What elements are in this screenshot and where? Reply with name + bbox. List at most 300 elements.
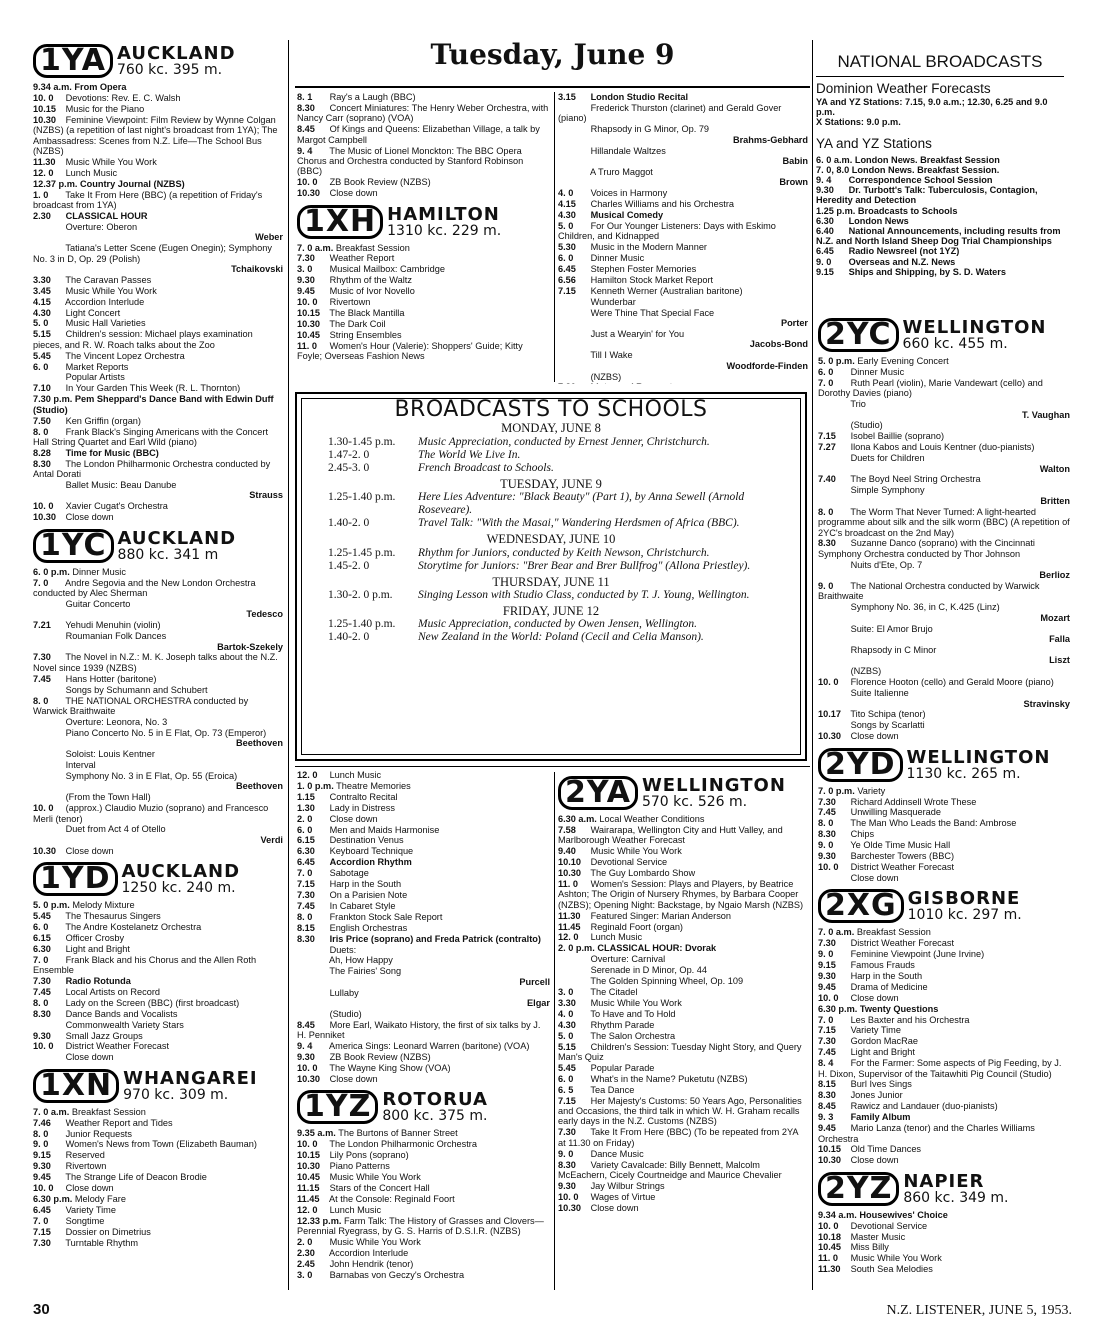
program-title: Barnabas von Geczy's Orchestra xyxy=(329,1269,465,1280)
national-time: 9.30 xyxy=(816,185,834,196)
program-entry xyxy=(297,177,550,187)
program-entry xyxy=(818,442,1070,452)
station-frequency: 800 kc. 375 m. xyxy=(382,1108,488,1125)
program-time: 9.15 xyxy=(818,960,836,970)
program-time: 7.46 xyxy=(33,1117,51,1128)
program-title: The Guy Lombardo Show xyxy=(590,868,696,879)
program-entry xyxy=(33,318,283,328)
program-entry xyxy=(33,168,283,178)
program-time: 4. 0 xyxy=(558,1008,574,1019)
program-time: 4.15 xyxy=(558,199,576,210)
program-time: 10. 0 xyxy=(297,1139,318,1150)
program-time: 7.30 p.m. xyxy=(33,394,73,405)
program-time: 4.15 xyxy=(33,296,51,307)
program-entry xyxy=(558,943,808,953)
program-title: Barchester Towers (BBC) xyxy=(850,851,955,862)
program-title: The Man Who Leads the Band: Ambrose xyxy=(850,818,1017,829)
program-title: District Weather Forecast xyxy=(65,1041,170,1052)
program-time: 10.15 xyxy=(818,1144,841,1155)
program-title: Featured Singer: Marian Anderson xyxy=(590,910,732,921)
program-title: Junior Requests xyxy=(65,1128,132,1139)
program-entry xyxy=(297,253,550,263)
program-title: Close down xyxy=(850,731,899,742)
station-header xyxy=(33,44,283,78)
program-time: 8. 0 xyxy=(33,695,49,706)
national-time: 6. 0 a.m. xyxy=(816,154,853,165)
program-time: 9.30 xyxy=(297,1052,315,1063)
schools-line xyxy=(328,462,786,475)
schools-desc: French Broadcast to Schools. xyxy=(418,461,554,474)
program-time: 11.30 xyxy=(558,910,581,921)
program-entry xyxy=(33,620,283,630)
schools-day: THURSDAY, JUNE 11 xyxy=(492,574,610,589)
program-entry xyxy=(297,319,550,329)
program-title: Overture: Carnival xyxy=(590,954,666,965)
program-title: English Orchestras xyxy=(329,922,408,933)
program-title: Old Time Dances xyxy=(850,1144,922,1155)
program-entry xyxy=(33,222,283,243)
weather-heading: Dominion Weather Forecasts xyxy=(816,81,991,96)
program-entry xyxy=(558,1181,808,1191)
program-entry xyxy=(297,341,550,362)
section-rule xyxy=(295,766,810,767)
program-entry xyxy=(297,275,550,285)
program-title: Popular Parade xyxy=(590,1062,655,1073)
station-name-block xyxy=(903,1170,1009,1206)
column-3-bottom xyxy=(558,770,808,1290)
program-title: Close down xyxy=(590,1202,639,1213)
program-title: The Citadel xyxy=(590,987,638,997)
program-title: Chips xyxy=(850,829,875,840)
program-composer: Beethoven xyxy=(236,738,283,749)
program-entry xyxy=(297,1237,550,1247)
station-name-block xyxy=(123,1067,258,1103)
program-entry xyxy=(818,993,1070,1003)
station-header xyxy=(818,318,1070,352)
program-time: 2. 0 xyxy=(297,813,313,824)
program-entry xyxy=(33,567,283,577)
program-time: 10. 0 xyxy=(818,677,839,688)
program-title: Light and Bright xyxy=(65,943,130,954)
station-2yd xyxy=(818,748,1070,884)
program-title: Master Music xyxy=(850,1231,906,1242)
program-time: 2. 0 p.m. xyxy=(558,943,595,954)
program-title: Miss Billy xyxy=(850,1242,889,1253)
program-title: Lunch Music xyxy=(65,167,118,178)
program-time: 12.33 p.m. xyxy=(297,1215,342,1226)
program-time: 10. 0 xyxy=(558,1191,579,1202)
program-title: Dinner Music xyxy=(72,566,126,577)
program-entry xyxy=(33,998,283,1008)
program-title: Children's Session: Tuesday Night Story, and Query Man's Quiz xyxy=(558,1041,802,1062)
column-rule xyxy=(554,92,555,382)
program-title: Rhapsody in G Minor, Op. 79 xyxy=(590,124,710,135)
program-title: More Earl, Waikato History, the first of six talks by J. H. Penniket xyxy=(297,1019,541,1041)
program-time: 7.30 xyxy=(297,889,315,900)
program-title: Concert Miniatures: The Henry Weber Orchestra, with Nancy Carr (soprano) (VOA) xyxy=(297,102,549,124)
station-city: WHANGAREI xyxy=(123,1067,258,1089)
program-time: 7.40 xyxy=(818,474,836,485)
program-time: 7. 0 xyxy=(33,954,49,965)
station-frequency: 860 kc. 349 m. xyxy=(903,1189,1009,1206)
program-title: Close down xyxy=(65,845,114,856)
station-frequency: 1130 kc. 265 m. xyxy=(906,765,1021,782)
program-title: Symphony No. 36, in C, K.425 (Linz) xyxy=(850,602,1000,613)
program-entry xyxy=(297,923,550,933)
program-title: Harp in the South xyxy=(329,879,402,890)
program-title: Hamilton Stock Market Report xyxy=(590,274,714,285)
program-time: 7.30 xyxy=(818,938,836,949)
program-time: 8. 0 xyxy=(33,997,49,1008)
program-time: 5. 0 xyxy=(33,318,49,329)
program-composer: Tedesco xyxy=(246,609,283,620)
program-composer: Porter xyxy=(780,318,808,329)
station-header xyxy=(558,776,808,810)
station-city: AUCKLAND xyxy=(117,527,237,549)
program-entry xyxy=(33,911,283,921)
program-entry xyxy=(297,1216,550,1237)
program-time: 7.45 xyxy=(33,673,51,684)
program-time: 10. 0 xyxy=(33,501,54,512)
program-entry xyxy=(33,480,283,501)
program-time: 11. 0 xyxy=(297,340,317,351)
program-entry xyxy=(818,538,1070,559)
program-title: Gordon MacRae xyxy=(850,1036,918,1047)
program-entry xyxy=(818,1058,1070,1079)
program-entry xyxy=(818,971,1070,981)
program-time: 10.30 xyxy=(297,1073,320,1084)
program-entry xyxy=(818,840,1070,850)
program-entry xyxy=(33,803,283,824)
program-entry xyxy=(33,1227,283,1237)
program-time: 12. 0 xyxy=(297,1204,318,1215)
program-entry xyxy=(818,1155,1070,1165)
program-entry xyxy=(297,814,550,824)
program-entry xyxy=(297,1128,550,1138)
program-title: Children's session: Michael plays examination pieces, and R. W. Roach talks about the Zoo xyxy=(33,329,253,350)
program-entry xyxy=(33,1139,283,1149)
station-1yd xyxy=(33,862,283,1063)
program-entry xyxy=(558,1160,808,1181)
station-city: WELLINGTON xyxy=(641,775,786,796)
national-time: 9. 0 xyxy=(816,256,832,267)
program-entry xyxy=(558,954,808,964)
program-time: 11. 0 xyxy=(818,1253,838,1264)
station-frequency: 970 kc. 309 m. xyxy=(123,1086,229,1103)
program-title: To Have and To Hold xyxy=(590,1008,676,1019)
program-title: Dossier on Dimetrius xyxy=(65,1226,151,1237)
program-time: 7. 0 a.m. xyxy=(818,927,855,938)
program-entry xyxy=(33,1107,283,1117)
schools-time: 1.25-1.40 p.m. xyxy=(328,618,396,631)
program-composer: Verdi xyxy=(260,834,283,845)
program-title: Take It From Here (BBC) (To be repeated from 2YA at 11.30 on Friday) xyxy=(558,1127,799,1148)
program-title: Lunch Music xyxy=(329,770,382,780)
program-time: 10.30 xyxy=(33,114,56,125)
station-frequency: 1010 kc. 297 m. xyxy=(907,907,1022,924)
program-title: Richard Addinsell Wrote These xyxy=(850,796,977,807)
program-time: 6.15 xyxy=(33,932,51,943)
program-title: London Studio Recital xyxy=(590,92,689,102)
program-entry xyxy=(33,243,283,274)
program-title: Women's News from Town (Elizabeth Bauman) xyxy=(65,1139,257,1150)
program-entry xyxy=(297,868,550,878)
station-header xyxy=(33,529,283,563)
schools-desc: Travel Talk: "With the Masai," Wandering Herdsmen of Africa (BBC). xyxy=(418,517,740,530)
program-entry xyxy=(558,264,808,274)
program-title: Roumanian Folk Dances xyxy=(65,631,167,642)
program-entry xyxy=(33,1161,283,1171)
program-title: Her Majesty's Customs: 50 Years Ago, Personalities and Occasions, the third talk in which W. H. Graham recalls early days in the N.Z. Customs (NZBS) xyxy=(558,1095,802,1127)
program-time: 9.30 xyxy=(818,851,836,862)
program-time: 10.30 xyxy=(33,845,56,856)
program-time: 7.15 xyxy=(33,1226,51,1237)
program-title: Tito Schipa (tenor) xyxy=(850,709,926,720)
program-time: 9.30 xyxy=(818,970,836,981)
program-time: 9.30 xyxy=(297,275,315,286)
program-title: Wunderbar xyxy=(590,296,636,307)
program-entry xyxy=(297,1161,550,1171)
national-time: 6.40 xyxy=(816,226,834,237)
program-title: Rivertown xyxy=(329,297,371,308)
program-title: (NZBS) xyxy=(850,666,882,677)
program-title: For Our Younger Listeners: Days with Eskimo Children, and Kidnapped xyxy=(558,220,776,242)
program-block xyxy=(297,770,550,1084)
program-title: Local Artists on Record xyxy=(65,986,161,997)
program-entry xyxy=(33,179,283,189)
program-title: Nuits d'Ete, Op. 7 xyxy=(850,559,923,570)
program-title: Feminine Viewpoint (June Irvine) xyxy=(850,949,985,960)
schools-day: MONDAY, JUNE 8 xyxy=(501,421,601,436)
program-time: 9. 0 xyxy=(558,1148,574,1159)
program-time: 4.30 xyxy=(558,209,576,220)
schools-line xyxy=(328,560,786,573)
program-entry xyxy=(558,221,808,242)
station-1xh xyxy=(297,205,550,362)
schools-time: 1.30-1.45 p.m. xyxy=(328,435,396,448)
program-title: Music While You Work xyxy=(65,285,157,296)
program-time: 10.45 xyxy=(818,1242,841,1253)
schools-line xyxy=(328,517,786,530)
program-entry xyxy=(558,1031,808,1041)
program-title: The Caravan Passes xyxy=(65,274,152,285)
program-title: District Weather Forecast xyxy=(850,938,955,949)
program-title: Farm Talk: The History of Grasses and Clovers—Perennial Ryegrass, by G. S. Harris of D.S.I.R. (NZBS) xyxy=(297,1215,544,1236)
program-composer: Strauss xyxy=(249,490,283,501)
program-title: Music Hall Varieties xyxy=(65,318,146,329)
program-entry xyxy=(558,1203,808,1213)
program-time: 7.30 xyxy=(297,253,315,264)
program-entry xyxy=(33,1052,283,1062)
program-entry xyxy=(33,1216,283,1226)
program-entry xyxy=(33,578,283,599)
program-entry xyxy=(818,356,1070,366)
program-entry xyxy=(33,93,283,103)
program-time: 8.30 xyxy=(297,102,315,113)
program-time: 7.21 xyxy=(33,620,51,631)
program-time: 7. 0 xyxy=(297,868,313,879)
program-title: Variety Time xyxy=(850,1025,901,1036)
schools-desc: The World We Live In. xyxy=(418,448,521,461)
program-entry xyxy=(558,329,808,350)
program-title: (From the Town Hall) xyxy=(65,792,151,803)
program-time: 10.45 xyxy=(297,1171,320,1182)
program-composer: Stravinsky xyxy=(1023,698,1070,709)
column-1 xyxy=(33,38,283,1300)
program-entry xyxy=(818,1144,1070,1154)
program-block xyxy=(297,92,550,199)
program-entry xyxy=(297,286,550,296)
program-entry xyxy=(33,824,283,845)
program-time: 8.30 xyxy=(297,933,315,944)
program-title: The National Orchestra conducted by Warwick Braithwaite xyxy=(818,581,1040,602)
program-title: Harp in the South xyxy=(850,970,923,981)
schools-time: 1.45-2. 0 xyxy=(328,559,370,572)
program-time: 8.28 xyxy=(33,447,51,458)
program-time: 7.45 xyxy=(818,807,836,818)
station-1ya xyxy=(33,44,283,523)
program-title: Yehudi Menuhin (violin) xyxy=(65,620,161,631)
program-time: 8.30 xyxy=(33,458,51,469)
program-title: Interval xyxy=(65,759,96,770)
program-entry xyxy=(297,1009,550,1019)
schools-desc: Music Appreciation, conducted by Owen Jensen, Wellington. xyxy=(418,618,698,631)
station-header xyxy=(33,862,283,896)
program-title: Mario Lanza (tenor) and the Charles Williams Orchestra xyxy=(818,1123,1035,1144)
program-composer: Mozart xyxy=(1040,612,1070,623)
program-time: 10.30 xyxy=(297,318,320,329)
program-entry xyxy=(297,1259,550,1269)
program-time: 10. 0 xyxy=(297,177,318,188)
program-entry xyxy=(33,1150,283,1160)
column-rule xyxy=(554,772,555,1290)
program-time: 10. 0 xyxy=(33,92,54,103)
program-entry xyxy=(558,103,808,124)
program-entry xyxy=(297,1074,550,1084)
schools-line xyxy=(328,491,786,517)
program-time: 7. 0 xyxy=(818,1014,834,1025)
program-entry xyxy=(33,427,283,448)
national-entry xyxy=(816,165,1064,175)
call-sign: 1YA xyxy=(33,44,113,78)
program-entry xyxy=(297,1150,550,1160)
program-time: 10.30 xyxy=(33,512,56,523)
program-title: Symphony No. 3 in E Flat, Op. 55 (Eroica) xyxy=(65,770,238,781)
program-time: 8.15 xyxy=(818,1079,836,1090)
program-entry xyxy=(818,1221,1070,1231)
program-time: 10. 0 xyxy=(33,1183,54,1194)
program-title: Reginald Foort (organ) xyxy=(590,921,683,932)
program-time: 5. 0 p.m. xyxy=(33,900,70,911)
schools-time: 1.25-1.40 p.m. xyxy=(328,491,396,504)
program-time: 3.30 xyxy=(558,997,576,1008)
program-title: Housewives' Choice xyxy=(859,1209,948,1220)
program-entry xyxy=(33,1031,283,1041)
national-rule xyxy=(816,76,1064,77)
program-entry xyxy=(818,807,1070,817)
program-entry xyxy=(558,188,808,198)
national-title: Dr. Turbott's Talk: Tuberculosis, Contagion, Heredity and Detection xyxy=(816,185,1038,206)
program-title: ZB Book Review (NZBS) xyxy=(329,1052,431,1063)
program-title: Xavier Cugat's Orchestra xyxy=(65,501,168,512)
national-title: Radio Newsreel (not 1YZ) xyxy=(848,246,960,257)
call-sign: 1YD xyxy=(33,862,118,896)
station-2xg xyxy=(818,889,1070,1165)
program-time: 6.56 xyxy=(558,274,576,285)
program-title: Close down xyxy=(329,1073,378,1084)
schools-time: 1.40-2. 0 xyxy=(328,631,370,644)
program-title: Music for the Piano xyxy=(65,103,145,114)
program-entry xyxy=(297,1270,550,1280)
schools-line xyxy=(328,589,786,602)
program-entry xyxy=(297,770,550,780)
schools-desc: Here Lies Adventure: "Black Beauty" (Part 1), by Anna Sewell (Arnold Roseveare). xyxy=(418,491,745,517)
program-entry xyxy=(818,829,1070,839)
program-title: Lady in Distress xyxy=(329,802,395,813)
national-title: London News xyxy=(848,215,909,226)
station-name-block xyxy=(117,527,237,563)
program-entry xyxy=(818,1004,1070,1014)
program-time: 3.15 xyxy=(558,92,576,102)
program-title: Breakfast Session xyxy=(71,1106,146,1117)
program-time: 12. 0 xyxy=(558,932,579,943)
program-time: 6.30 xyxy=(297,846,315,857)
program-title: Women's Hour (Valerie): Shoppers' Guide; Kitty Foyle; Overseas Fashion News xyxy=(297,340,523,362)
program-entry xyxy=(818,399,1070,420)
station-1yz xyxy=(297,1090,550,1280)
national-title: Overseas and N.Z. News xyxy=(848,256,956,267)
program-title: Frank Black's Singing Americans with the Concert Hall String Quartet and Earl Wild (piano) xyxy=(33,426,268,447)
program-title: South Sea Melodies xyxy=(850,1264,933,1275)
program-entry xyxy=(297,846,550,856)
program-title: Feminine Viewpoint: Film Review by Wynne Colgan (NZBS) (a repetition of last night's broadcast from 1YA); The Ambassadress: Scenes from N.Z. Life—The School Bus (NZBS) xyxy=(33,114,278,156)
program-entry xyxy=(33,82,283,92)
program-entry xyxy=(818,851,1070,861)
program-entry xyxy=(33,448,283,458)
program-title: Small Jazz Groups xyxy=(65,1030,143,1041)
program-entry xyxy=(297,945,550,955)
program-title: Contralto Recital xyxy=(329,791,398,802)
program-entry xyxy=(297,124,550,145)
program-title: Ballet Music: Beau Danube xyxy=(65,480,177,491)
program-entry xyxy=(33,211,283,221)
program-time: 11.30 xyxy=(33,156,56,167)
program-time: 9.34 a.m. xyxy=(818,1209,857,1220)
program-time: 8. 0 xyxy=(33,426,49,437)
program-title: Pem Sheppard's Dance Band with Edwin Duff (Studio) xyxy=(33,394,274,415)
program-title: Jay Wilbur Strings xyxy=(590,1180,665,1191)
program-entry xyxy=(558,1192,808,1202)
program-time: 1.30 xyxy=(297,802,315,813)
program-entry xyxy=(558,286,808,296)
program-title: Dinner Music xyxy=(850,366,905,377)
program-entry xyxy=(818,1264,1070,1274)
program-entry xyxy=(297,792,550,802)
program-entry xyxy=(33,749,283,759)
program-title: Destination Venus xyxy=(329,835,404,846)
program-composer: Falla xyxy=(1049,634,1070,645)
call-sign: 1YZ xyxy=(297,1090,378,1124)
program-time: 9. 3 xyxy=(818,1112,834,1123)
program-entry xyxy=(558,210,808,220)
national-time: 6.30 xyxy=(816,215,834,226)
station-2yc xyxy=(818,318,1070,742)
national-entry xyxy=(816,246,1064,256)
program-entry xyxy=(297,955,550,965)
program-title: The Fairies' Song xyxy=(329,966,402,977)
program-entry xyxy=(558,932,808,942)
call-sign: 2XG xyxy=(818,889,904,923)
